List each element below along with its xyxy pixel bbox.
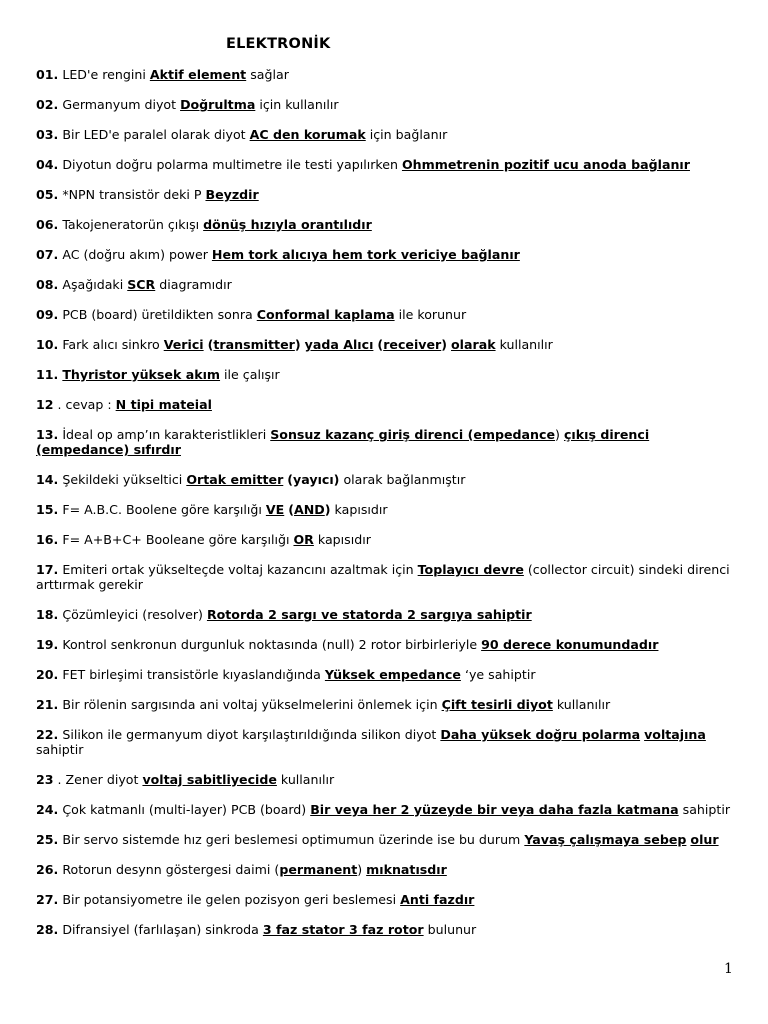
answer-text: Yavaş çalışmaya sebep <box>524 832 687 847</box>
question-text: Diyotun doğru polarma multimetre ile testi yapılırken <box>62 157 402 172</box>
answer-text: olarak <box>451 337 496 352</box>
question-text: olarak bağlanmıştır <box>339 472 466 487</box>
question-text: ) <box>555 427 564 442</box>
bold-text: ) <box>294 337 301 352</box>
question-text: (collector circuit) sindeki direnci arttırmak gerekir <box>36 562 730 592</box>
item-number: 25. <box>36 832 59 847</box>
question-text: kullanılır <box>495 337 553 352</box>
answer-text: Ohmmetrenin pozitif ucu anoda bağlanır <box>401 157 690 172</box>
answer-text: voltaj sabitliyecide <box>142 772 277 787</box>
page-number: 1 <box>724 961 733 977</box>
question-text: F= A.B.C. Boolene göre karşılığı <box>62 502 266 517</box>
question-text: . Zener diyot <box>57 772 143 787</box>
answer-text: mıknatısdır <box>366 862 447 877</box>
answer-text: Çift tesirli diyot <box>441 697 553 712</box>
question-text: PCB (board) üretildikten sonra <box>62 307 257 322</box>
list-item <box>36 502 736 517</box>
bold-text: ( <box>207 337 214 352</box>
answer-text: 90 derece konumundadır <box>481 637 659 652</box>
answer-text: yada Alıcı <box>304 337 374 352</box>
item-number: 06. <box>36 217 59 232</box>
bold-text: (yayıcı) <box>287 472 340 487</box>
item-number: 17. <box>36 562 59 577</box>
item-number: 11. <box>36 367 59 382</box>
list-item <box>36 637 736 652</box>
item-number: 09. <box>36 307 59 322</box>
item-number: 02. <box>36 97 59 112</box>
question-text: Germanyum diyot <box>62 97 181 112</box>
list-item <box>36 532 736 547</box>
item-number: 04. <box>36 157 59 172</box>
item-number: 24. <box>36 802 59 817</box>
item-number: 05. <box>36 187 59 202</box>
item-number: 14. <box>36 472 59 487</box>
item-number: 13. <box>36 427 59 442</box>
list-item <box>36 127 736 142</box>
question-text: İdeal op amp’ın karakteristlikleri <box>62 427 271 442</box>
question-text: ile korunur <box>394 307 467 322</box>
answer-text: transmitter <box>213 337 295 352</box>
item-number: 10. <box>36 337 59 352</box>
question-text: Emiteri ortak yükselteçde voltaj kazancını azaltmak için <box>62 562 418 577</box>
list-item <box>36 67 736 82</box>
question-text: *NPN transistör deki P <box>62 187 206 202</box>
question-text: Çözümleyici (resolver) <box>62 607 207 622</box>
answer-text: receiver <box>383 337 442 352</box>
question-text: LED'e rengini <box>62 67 150 82</box>
list-item <box>36 427 736 457</box>
bold-text: ( <box>288 502 295 517</box>
answer-text: Sonsuz kazanç giriş direnci (empedance <box>270 427 556 442</box>
list-item <box>36 667 736 682</box>
item-number: 20. <box>36 667 59 682</box>
question-text: için kullanılır <box>255 97 339 112</box>
question-text: için bağlanır <box>365 127 448 142</box>
item-number: 07. <box>36 247 59 262</box>
item-number: 19. <box>36 637 59 652</box>
question-text: AC (doğru akım) power <box>62 247 212 262</box>
list-item <box>36 217 736 232</box>
question-text: Bir LED'e paralel olarak diyot <box>62 127 250 142</box>
question-text: ile çalışır <box>220 367 280 382</box>
answer-text: AND <box>294 502 325 517</box>
question-text: Bir potansiyometre ile gelen pozisyon geri beslemesi <box>62 892 401 907</box>
list-item <box>36 832 736 847</box>
answer-text: çıkış direnci (empedance) sıfırdır <box>36 427 650 457</box>
list-item <box>36 397 736 412</box>
list-item <box>36 802 736 817</box>
item-number: 03. <box>36 127 59 142</box>
question-text: kapısıdır <box>313 532 371 547</box>
question-text: Bir rölenin sargısında ani voltaj yükselmelerini önlemek için <box>62 697 442 712</box>
item-number: 01. <box>36 67 59 82</box>
bold-text: ( <box>377 337 384 352</box>
question-text: FET birleşimi transistörle kıyaslandığında <box>62 667 325 682</box>
item-number: 26. <box>36 862 59 877</box>
answer-text: Daha yüksek doğru polarma <box>440 727 641 742</box>
item-number: 16. <box>36 532 59 547</box>
question-text: Kontrol senkronun durgunluk noktasında (null) 2 rotor birbirleriyle <box>62 637 482 652</box>
question-text: kullanılır <box>276 772 335 787</box>
list-item <box>36 307 736 322</box>
list-item <box>36 862 736 877</box>
list-item <box>36 607 736 622</box>
question-text: Çok katmanlı (multi-layer) PCB (board) <box>62 802 311 817</box>
answer-text: N tipi mateial <box>115 397 212 412</box>
item-number: 27. <box>36 892 59 907</box>
question-text: Bir servo sistemde hız geri beslemesi optimumun üzerinde ise bu durum <box>62 832 525 847</box>
list-item <box>36 922 736 937</box>
question-text: ‘ye sahiptir <box>460 667 536 682</box>
answer-text: 3 faz stator 3 faz rotor <box>262 922 424 937</box>
answer-text: Conformal kaplama <box>256 307 395 322</box>
answer-text: OR <box>293 532 314 547</box>
list-item <box>36 187 736 202</box>
answer-text: Yüksek empedance <box>324 667 461 682</box>
question-text: sahiptir <box>36 742 84 757</box>
item-number: 21. <box>36 697 59 712</box>
item-number: 08. <box>36 277 59 292</box>
document-title: ELEKTRONİK <box>226 36 331 52</box>
item-number: 23 <box>36 772 54 787</box>
answer-text: SCR <box>127 277 156 292</box>
answer-text: Bir veya her 2 yüzeyde bir veya daha fazla katmana <box>310 802 679 817</box>
question-text: diagramıdır <box>155 277 232 292</box>
answer-text: dönüş hızıyla orantılıdır <box>203 217 372 232</box>
answer-text: AC den korumak <box>249 127 366 142</box>
list-item <box>36 157 736 172</box>
answer-text: permanent <box>279 862 358 877</box>
question-text: Takojeneratorün çıkışı <box>62 217 204 232</box>
answer-text: Doğrultma <box>180 97 256 112</box>
answer-text: Verici <box>163 337 204 352</box>
list-item <box>36 892 736 907</box>
question-text: kullanılır <box>552 697 611 712</box>
item-number: 28. <box>36 922 59 937</box>
answer-text: VE <box>265 502 285 517</box>
answer-text: voltajına <box>644 727 706 742</box>
answer-text: Anti fazdır <box>400 892 475 907</box>
question-text: Rotorun desynn göstergesi daimi ( <box>62 862 280 877</box>
question-text: Şekildeki yükseltici <box>62 472 187 487</box>
question-text: Aşağıdaki <box>62 277 128 292</box>
answer-text: olur <box>690 832 719 847</box>
question-text: Fark alıcı sinkro <box>62 337 164 352</box>
list-item <box>36 472 736 487</box>
question-text: sağlar <box>246 67 289 82</box>
question-text: F= A+B+C+ Booleane göre karşılığı <box>62 532 294 547</box>
bold-text: ) <box>441 337 447 352</box>
question-list <box>36 67 736 952</box>
question-text: ) <box>357 862 367 877</box>
item-number: 12 <box>36 397 54 412</box>
list-item <box>36 697 736 712</box>
list-item <box>36 367 736 382</box>
answer-text: Toplayıcı devre <box>417 562 524 577</box>
list-item <box>36 277 736 292</box>
bold-text: ) <box>324 502 331 517</box>
question-text: kapısıdır <box>330 502 388 517</box>
question-text: bulunur <box>423 922 477 937</box>
list-item <box>36 772 736 787</box>
answer-text: Thyristor yüksek akım <box>62 367 221 382</box>
question-text: Difransiyel (farlılaşan) sinkroda <box>62 922 263 937</box>
answer-text: Rotorda 2 sargı ve statorda 2 sargıya sahiptir <box>206 607 532 622</box>
list-item <box>36 337 736 352</box>
question-text: Silikon ile germanyum diyot karşılaştırıldığında silikon diyot <box>62 727 441 742</box>
answer-text: Hem tork alıcıya hem tork vericiye bağlanır <box>211 247 520 262</box>
question-text: . cevap : <box>57 397 116 412</box>
answer-text: Beyzdir <box>205 187 259 202</box>
item-number: 15. <box>36 502 59 517</box>
question-text: sahiptir <box>678 802 730 817</box>
list-item <box>36 562 736 592</box>
list-item <box>36 97 736 112</box>
answer-text: Ortak emitter <box>186 472 284 487</box>
list-item <box>36 247 736 262</box>
list-item <box>36 727 736 757</box>
item-number: 22. <box>36 727 59 742</box>
item-number: 18. <box>36 607 59 622</box>
answer-text: Aktif element <box>149 67 247 82</box>
